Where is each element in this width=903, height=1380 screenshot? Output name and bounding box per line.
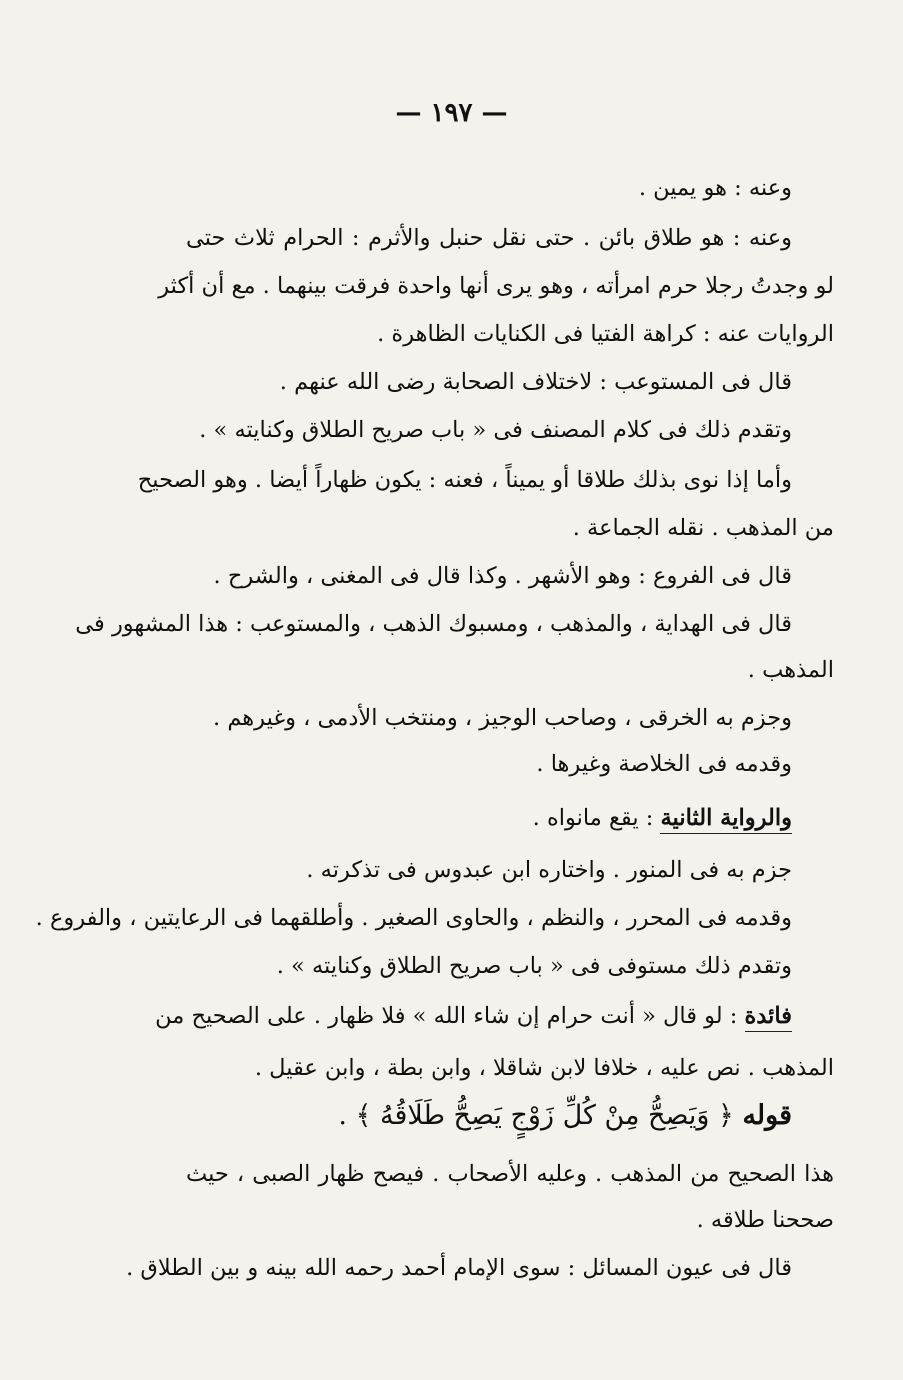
text-line-18 <box>155 996 834 1036</box>
text-line-8: من المذهب . نقله الجماعة . <box>572 515 834 541</box>
text-line-19: المذهب . نص عليه ، خلافا لابن شاقلا ، وابن بطة ، وابن عقيل . <box>254 1055 834 1081</box>
text-line-6: وتقدم ذلك فى كلام المصنف فى « باب صريح الطلاق وكنايته » . <box>199 417 792 443</box>
text-line-20 <box>186 1096 834 1136</box>
text-line-13: وقدمه فى الخلاصة وغيرها . <box>536 751 792 777</box>
text-line-11: المذهب . <box>747 657 834 683</box>
text-line-21: هذا الصحيح من المذهب . وعليه الأصحاب . فيصح ظهار الصبى ، حيث <box>186 1161 834 1187</box>
text-line-7: وأما إذا نوى بذلك طلاقا أو يميناً ، فعنه : يكون ظهاراً أيضا . وهو الصحيح <box>137 467 792 493</box>
text-line-5: قال فى المستوعب : لاختلاف الصحابة رضى الله عنهم . <box>279 369 792 395</box>
section-heading-second-narration: والرواية الثانية <box>660 805 792 834</box>
text-line-3: لو وجدتُ رجلا حرم امرأته ، وهو يرى أنها واحدة فرقت بينهما . مع أن أكثر <box>158 273 834 299</box>
text-line-23: قال فى عيون المسائل : سوى الإمام أحمد رحمه الله بينه و بين الطلاق . <box>126 1255 792 1281</box>
text-line-9: قال فى الفروع : وهو الأشهر . وكذا قال فى المغنى ، والشرح . <box>213 563 792 589</box>
text-line-17: وتقدم ذلك مستوفى فى « باب صريح الطلاق وكنايته » . <box>276 953 792 979</box>
text-line-2: وعنه : هو طلاق بائن . حتى نقل حنبل والأثرم : الحرام ثلاث حتى <box>186 225 792 251</box>
text-line-15: جزم به فى المنور . واختاره ابن عبدوس فى تذكرته . <box>306 857 792 883</box>
text-line-4: الروايات عنه : كراهة الفتيا فى الكنايات الظاهرة . <box>377 321 834 347</box>
text-line-12: وجزم به الخرقى ، وصاحب الوجيز ، ومنتخب الأدمى ، وغيرهم . <box>213 705 792 731</box>
body-text <box>35 0 834 1380</box>
section-heading-his-saying: قوله <box>742 1100 792 1131</box>
quran-verse: ﴿ وَيَصِحُّ مِنْ كُلِّ زَوْجٍ يَصِحُّ طَلَاقُهُ ﴾ . <box>338 1100 743 1131</box>
page-number: — ١٩٧ — <box>395 98 508 128</box>
section-heading-benefit: فائدة <box>745 1003 792 1032</box>
text-line-1: وعنه : هو يمين . <box>638 175 792 201</box>
text-line-10: قال فى الهداية ، والمذهب ، ومسبوك الذهب ، والمستوعب : هذا المشهور فى <box>75 611 792 637</box>
text-line-14 <box>186 798 834 838</box>
text-line-14-body: : يقع مانواه . <box>532 805 661 831</box>
text-line-22: صححنا طلاقه . <box>696 1207 834 1233</box>
text-line-16: وقدمه فى المحرر ، والنظم ، والحاوى الصغير . وأطلقهما فى الرعايتين ، والفروع . <box>35 905 792 931</box>
text-line-18-body: : لو قال « أنت حرام إن شاء الله » فلا ظهار . على الصحيح من <box>155 1003 745 1029</box>
